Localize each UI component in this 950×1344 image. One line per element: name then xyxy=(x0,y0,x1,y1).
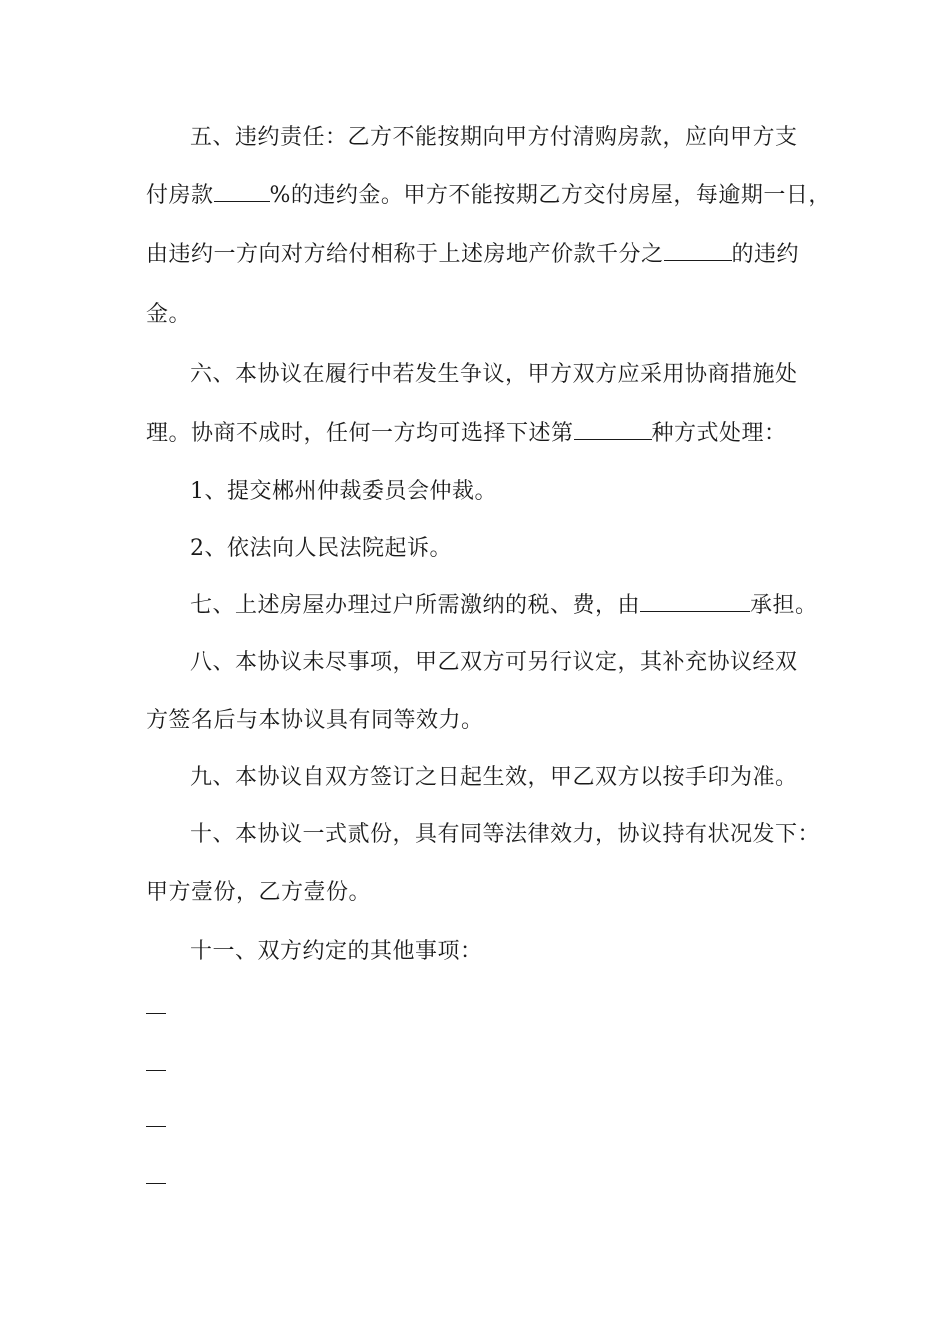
tax-payer-blank[interactable] xyxy=(640,593,750,612)
daily-penalty-blank[interactable] xyxy=(664,242,732,261)
clause-7-line-1 xyxy=(190,591,870,621)
other-matters-line-3[interactable] xyxy=(146,1126,166,1127)
penalty-percent-blank[interactable] xyxy=(214,183,270,202)
clause-5-line-2-text-b: %的违约金。甲方不能按期乙方交付房屋，每逾期一日， xyxy=(269,183,831,208)
clause-10-line-2: 甲方壹份，乙方壹份。 xyxy=(146,880,372,905)
clause-5-line-1: 五、违约责任：乙方不能按期向甲方付清购房款，应向甲方支 xyxy=(190,125,798,150)
clause-5-line-2 xyxy=(146,181,831,211)
clause-11-line-1: 十一、双方约定的其他事项： xyxy=(190,939,483,964)
clause-6-line-2 xyxy=(146,419,826,449)
clause-7-text-a: 七、上述房屋办理过户所需激纳的税、费，由 xyxy=(190,593,641,618)
other-matters-line-1[interactable] xyxy=(146,1013,166,1014)
clause-7-text-b: 承担。 xyxy=(750,593,818,618)
clause-9-line-1: 九、本协议自双方签订之日起生效，甲乙双方以按手印为准。 xyxy=(190,765,798,790)
clause-6-option-1: 1、提交郴州仲裁委员会仲裁。 xyxy=(190,479,497,504)
dispute-method-blank[interactable] xyxy=(574,421,652,440)
clause-6-option-2: 2、依法向人民法院起诉。 xyxy=(190,536,452,561)
clause-5-line-2-text-a: 付房款 xyxy=(146,183,214,208)
other-matters-line-2[interactable] xyxy=(146,1070,166,1071)
clause-8-line-2: 方签名后与本协议具有同等效力。 xyxy=(146,708,484,733)
clause-8-line-1: 八、本协议未尽事项，甲乙双方可另行议定，其补充协议经双 xyxy=(190,650,798,675)
other-matters-line-4[interactable] xyxy=(146,1183,166,1184)
clause-5-line-3-text-b: 的违约 xyxy=(731,242,800,267)
clause-6-line-2-text-a: 理。协商不成时，任何一方均可选择下述第 xyxy=(146,421,574,446)
clause-5-line-3 xyxy=(146,240,826,270)
clause-5-line-4: 金。 xyxy=(146,302,192,327)
clause-5-line-3-text-a: 由违约一方向对方给付相称于上述房地产价款千分之 xyxy=(146,242,664,267)
clause-10-line-1: 十、本协议一式贰份，具有同等法律效力，协议持有状况发下： xyxy=(190,822,821,847)
clause-6-line-1: 六、本协议在履行中若发生争议，甲方双方应采用协商措施处 xyxy=(190,362,798,387)
clause-6-line-2-text-b: 种方式处理： xyxy=(651,421,787,446)
